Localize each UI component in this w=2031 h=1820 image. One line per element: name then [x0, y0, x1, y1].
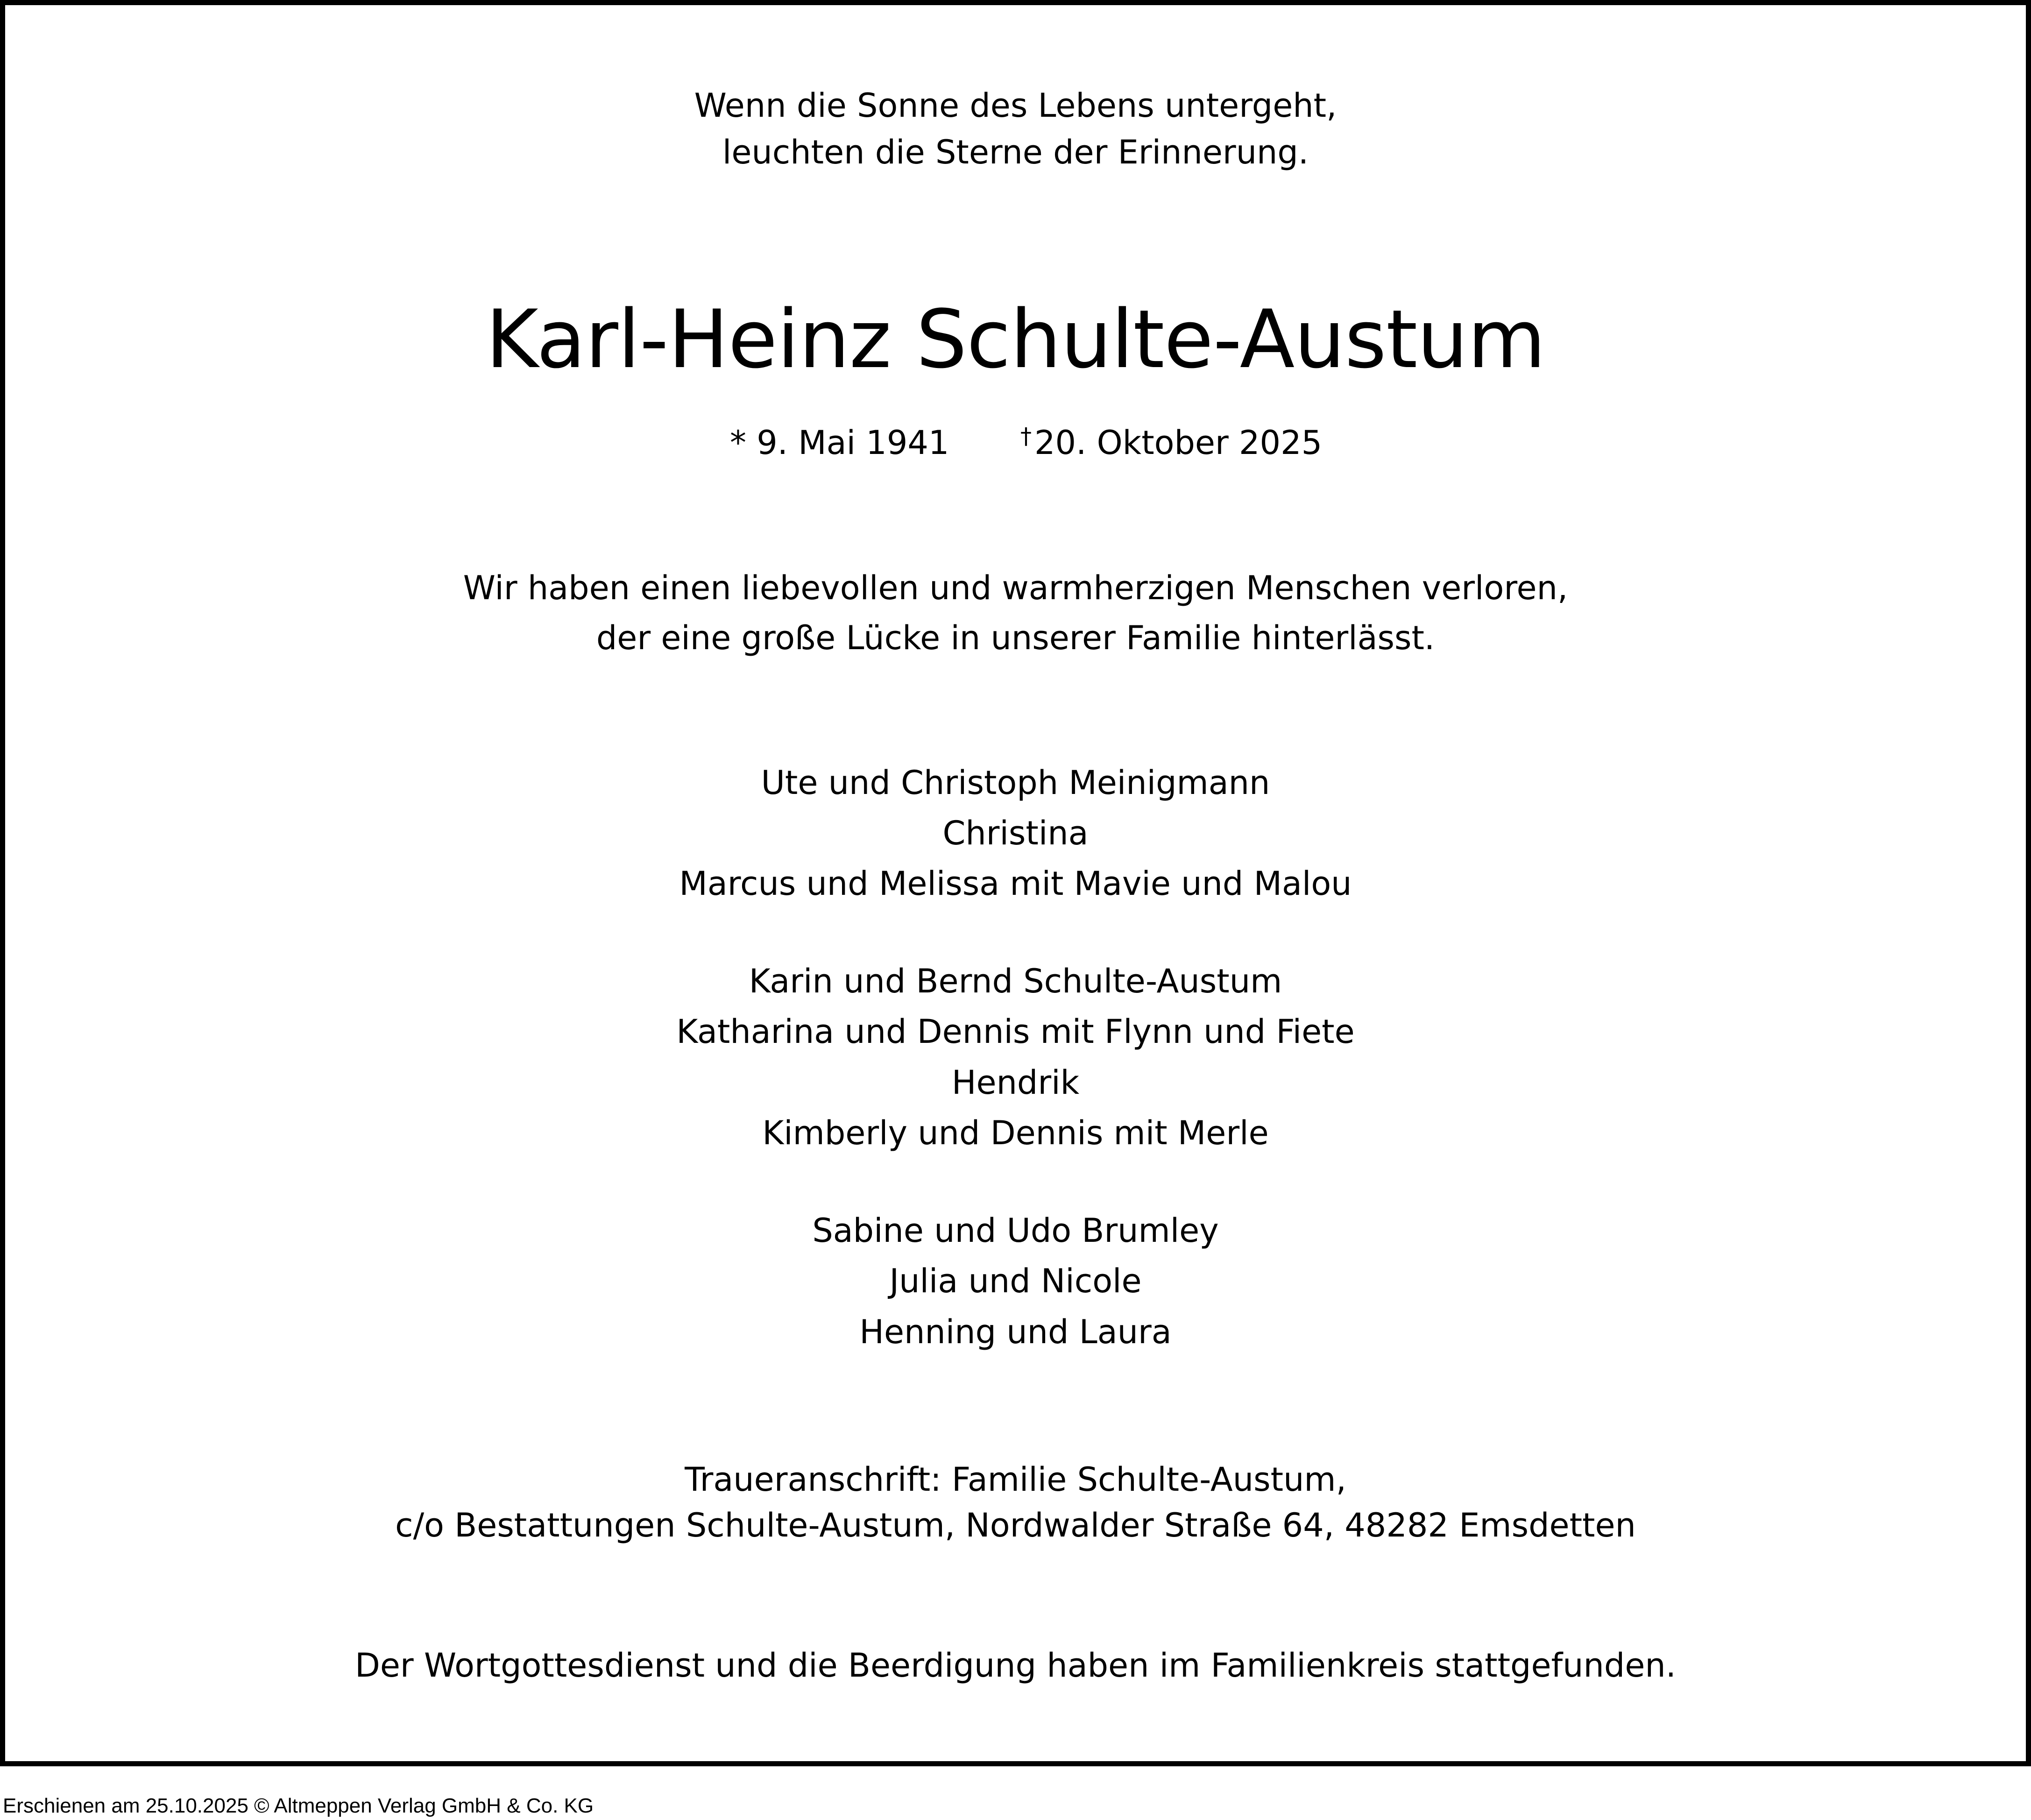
dagger-icon: †: [1020, 423, 1032, 449]
motto-line-2: leuchten die Sterne der Erinnerung.: [722, 133, 1309, 171]
address-line-1: Traueranschrift: Familie Schulte-Austum,: [685, 1460, 1346, 1499]
mourner-line: Kimberly und Dennis mit Merle: [762, 1114, 1269, 1152]
death-date-group: [1020, 423, 1323, 462]
mourner-line: Katharina und Dennis mit Flynn und Fiete: [676, 1013, 1355, 1051]
mourner-line: Sabine und Udo Brumley: [812, 1211, 1219, 1250]
closing-text: Der Wortgottesdienst und die Beerdigung haben im Familienkreis stattgefunden.: [354, 1646, 1677, 1685]
motto-line-1: Wenn die Sonne des Lebens untergeht,: [694, 86, 1337, 125]
mourner-line: Julia und Nicole: [889, 1262, 1142, 1300]
publication-footer: Erschienen am 25.10.2025 © Altmeppen Verlag GmbH & Co. KG: [3, 1794, 594, 1817]
mourner-line: Karin und Bernd Schulte-Austum: [749, 962, 1282, 1000]
mourner-line: Ute und Christoph Meinigmann: [761, 764, 1270, 802]
birth-date: * 9. Mai 1941: [730, 424, 949, 462]
mourner-line: Marcus und Melissa mit Mavie und Malou: [679, 864, 1352, 903]
message-line-1: Wir haben einen liebevollen und warmherzigen Menschen verloren,: [463, 569, 1568, 607]
mourner-line: Christina: [942, 814, 1089, 852]
mourner-line: Henning und Laura: [859, 1313, 1172, 1351]
death-date: 20. Oktober 2025: [1034, 424, 1323, 462]
message-line-2: der eine große Lücke in unserer Familie hinterlässt.: [596, 619, 1435, 657]
deceased-name: Karl-Heinz Schulte-Austum: [485, 292, 1546, 386]
address-line-2: c/o Bestattungen Schulte-Austum, Nordwalder Straße 64, 48282 Emsdetten: [395, 1506, 1636, 1544]
mourner-line: Hendrik: [951, 1063, 1080, 1102]
